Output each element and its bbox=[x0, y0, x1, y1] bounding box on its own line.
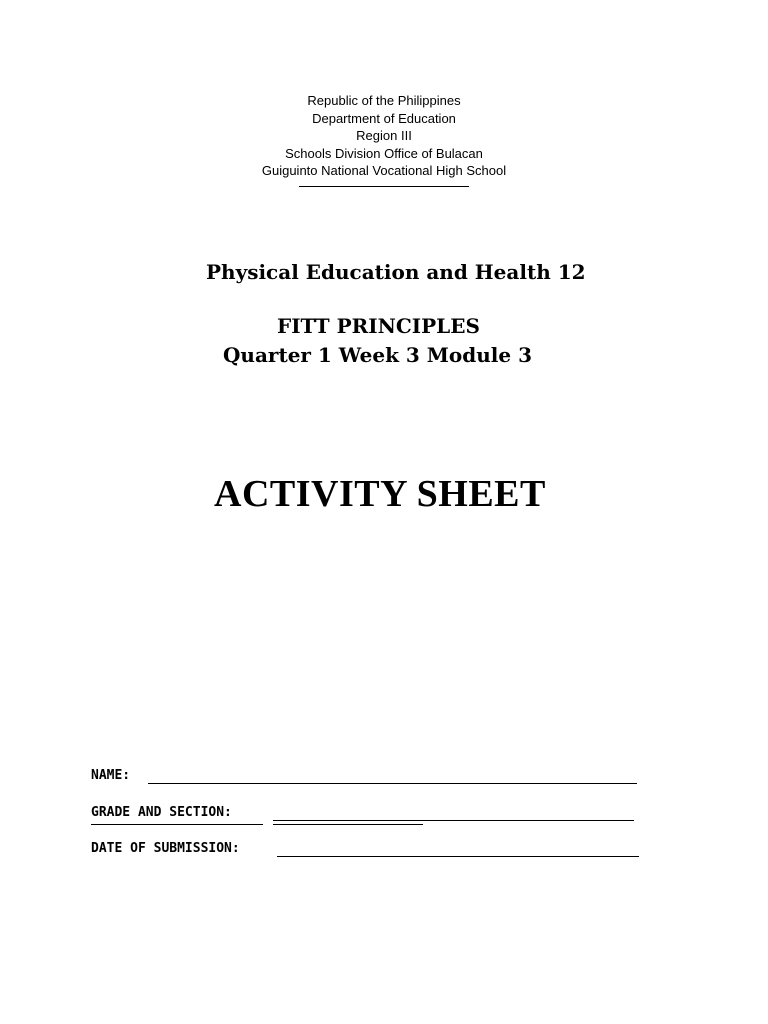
header-school: Guiguinto National Vocational High School bbox=[261, 163, 507, 178]
subject-title: Physical Education and Health 12 bbox=[206, 260, 586, 284]
topic-title: FITT PRINCIPLES bbox=[277, 314, 480, 338]
header-region: Region III bbox=[356, 128, 412, 143]
header-department: Department of Education bbox=[312, 110, 456, 126]
grade-section-blank-line-2 bbox=[273, 824, 423, 825]
school-header bbox=[0, 92, 768, 187]
name-label: NAME: bbox=[91, 768, 131, 783]
header-division: Schools Division Office of Bulacan bbox=[285, 145, 483, 161]
date-submission-label: DATE OF SUBMISSION: bbox=[91, 841, 240, 856]
header-country: Republic of the Philippines bbox=[307, 93, 461, 108]
grade-section-blank-line[interactable] bbox=[273, 820, 634, 821]
header-divider bbox=[299, 186, 469, 187]
quarter-title: Quarter 1 Week 3 Module 3 bbox=[223, 343, 532, 367]
name-blank-line[interactable] bbox=[148, 783, 637, 784]
grade-section-label: GRADE AND SECTION: bbox=[91, 805, 232, 820]
grade-section-label-underline bbox=[91, 824, 263, 825]
date-submission-blank-line[interactable] bbox=[277, 856, 639, 857]
document-title: ACTIVITY SHEET bbox=[214, 473, 546, 515]
